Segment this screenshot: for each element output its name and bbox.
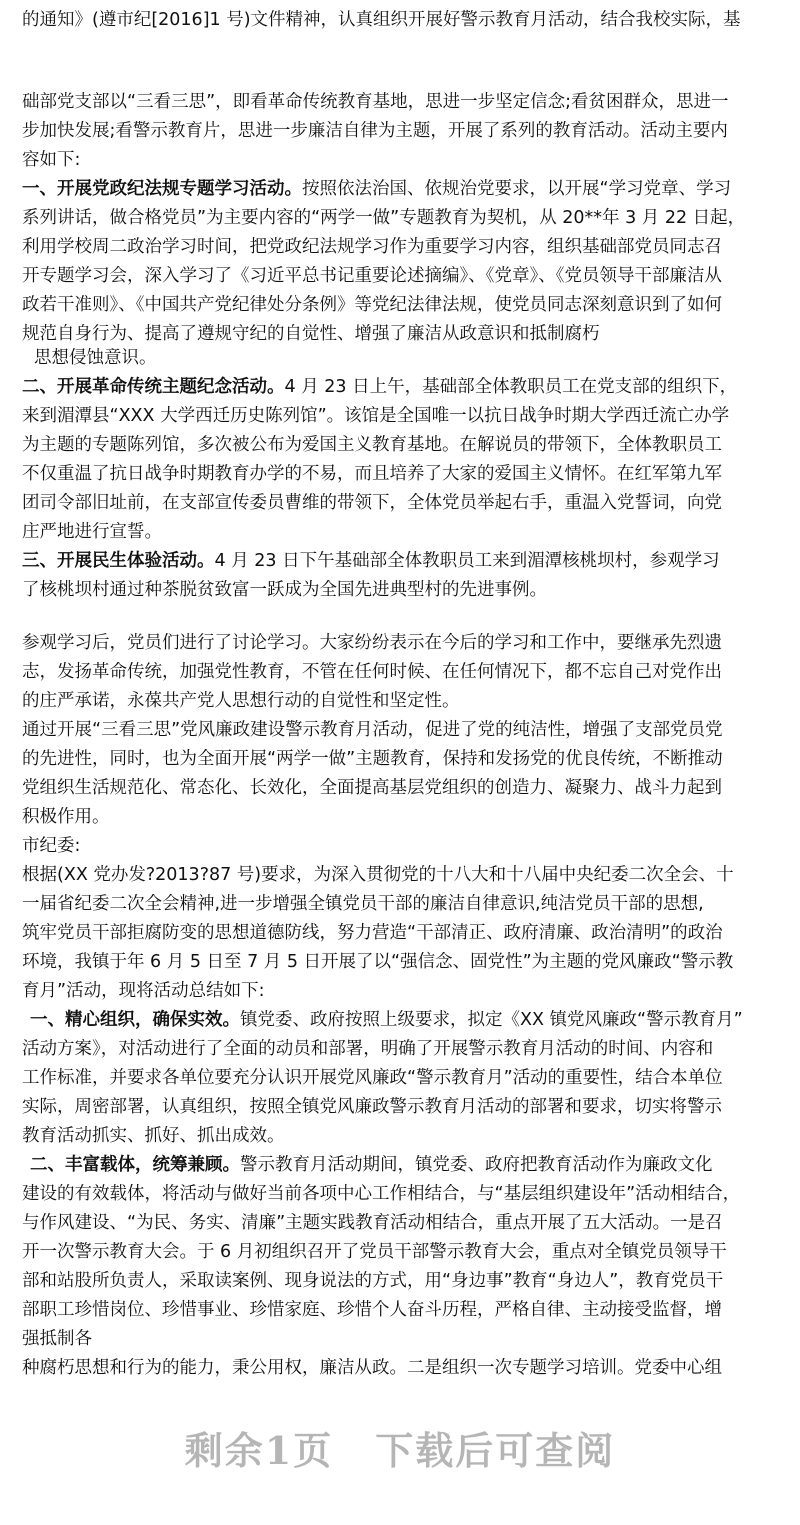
text-line: 党组织生活规范化、常态化、长效化，全面提高基层党组织的创造力、凝聚力、战斗力起到 — [22, 778, 722, 798]
text-span: 4 月 23 日下午基础部全体教职员工来到湄潭核桃坝村，参观学习 — [214, 551, 720, 571]
text-line: 与作风建设、“为民、务实、清廉”主题实践教育活动相结合，重点开展了五大活动。一是召 — [22, 1213, 723, 1233]
text-line: 的通知》(遵市纪[2016]1 号)文件精神，认真组织开展好警示教育月活动，结合我校实际，基 — [22, 10, 741, 30]
text-line: 步加快发展;看警示教育片，思进一步廉洁自律为主题，开展了系列的教育活动。活动主要内 — [22, 121, 728, 141]
text-line: 政若干准则》、《中国共产党纪律处分条例》等党纪法律法规，使党员同志深刻意识到了如何 — [22, 295, 722, 315]
section-heading-line — [22, 375, 792, 399]
section-heading: 一、开展党政纪法规专题学习活动。 — [22, 179, 302, 199]
text-line: 利用学校周二政治学习时间，把党政纪法规学习作为重要学习内容，组织基础部党员同志召 — [22, 237, 722, 257]
text-line: 教育活动抓实、抓好、抓出成效。 — [22, 1126, 285, 1146]
text-line: 不仅重温了抗日战争时期教育办学的不易，而且培养了大家的爱国主义情怀。在红军第九军 — [22, 464, 722, 484]
section-heading-line — [22, 177, 792, 201]
text-line: 的先进性，同时，也为全面开展“两学一做”主题教育，保持和发扬党的优良传统，不断推动 — [22, 749, 723, 769]
text-span: 按照依法治国、依规治党要求，以开展“学习党章、学习 — [302, 179, 732, 199]
text-line: 一届省纪委二次全会精神,进一步增强全镇党员干部的廉洁自律意识,纯洁党员干部的思想, — [22, 894, 704, 914]
text-line: 规范自身行为、提高了遵规守纪的自觉性、增强了廉洁从政意识和抵制腐朽 — [22, 324, 600, 344]
section-heading: 二、丰富载体，统筹兼顾。 — [30, 1155, 240, 1175]
text-line: 了核桃坝村通过种茶脱贫致富一跃成为全国先进典型村的先进事例。 — [22, 580, 547, 600]
text-line: 庄严地进行宣誓。 — [22, 522, 162, 542]
text-line: 开专题学习会，深入学习了《习近平总书记重要论述摘编》、《党章》、《党员领导干部廉洁从 — [22, 266, 722, 286]
text-line: 来到湄潭县“XXX 大学西迁历史陈列馆”。该馆是全国唯一以抗日战争时期大学西迁流亡办学 — [22, 406, 730, 426]
text-line: 通过开展“三看三思”党风廉政建设警示教育月活动，促进了党的纯洁性，增强了支部党员党 — [22, 720, 723, 740]
text-line: 团司令部旧址前，在支部宣传委员曹维的带领下，全体党员举起右手，重温入党誓词，向党 — [22, 493, 722, 513]
text-line: 容如下: — [22, 150, 81, 170]
text-line: 种腐朽思想和行为的能力，秉公用权，廉洁从政。二是组织一次专题学习培训。党委中心组 — [22, 1358, 722, 1378]
section-heading: 三、开展民生体验活动。 — [22, 551, 215, 571]
download-to-view-label[interactable]: 下载后可查阅 — [375, 1428, 616, 1473]
text-line: 部和站股所负责人，采取读案例、现身说法的方式，用“身边事”教育“身边人”，教育党员干 — [22, 1271, 724, 1291]
section-heading-line — [30, 1008, 800, 1032]
text-line: 市纪委: — [22, 836, 81, 856]
text-line: 环境，我镇于年 6 月 5 日至 7 月 5 日开展了以“强信念、固党性”为主题的党风廉政“警示教 — [22, 952, 734, 972]
text-line: 强抵制各 — [22, 1329, 92, 1349]
section-heading: 一、精心组织，确保实效。 — [30, 1010, 240, 1030]
remaining-pages-label: 剩余1页 — [184, 1428, 334, 1473]
download-footer[interactable] — [0, 1420, 800, 1475]
section-heading-line — [22, 549, 792, 573]
text-line: 活动方案》，对活动进行了全面的动员和部署，明确了开展警示教育月活动的时间、内容和 — [22, 1039, 714, 1059]
text-line: 工作标准，并要求各单位要充分认识开展党风廉政“警示教育月”活动的重要性，结合本单位 — [22, 1068, 723, 1088]
text-line: 实际，周密部署，认真组织，按照全镇党风廉政警示教育月活动的部署和要求，切实将警示 — [22, 1097, 722, 1117]
text-line: 开一次警示教育大会。于 6 月初组织召开了党员干部警示教育大会，重点对全镇党员领导干 — [22, 1242, 727, 1262]
text-line: 础部党支部以“三看三思”，即看革命传统教育基地，思进一步坚定信念;看贫困群众，思进一 — [22, 92, 729, 112]
text-line: 志，发扬革命传统，加强党性教育，不管在任何时候、在任何情况下，都不忘自己对党作出 — [22, 662, 722, 682]
text-line: 育月”活动，现将活动总结如下: — [22, 981, 265, 1001]
section-heading-line — [30, 1153, 800, 1177]
text-span: 4 月 23 日上午，基础部全体教职员工在党支部的组织下， — [284, 377, 738, 397]
text-line: 筑牢党员干部拒腐防变的思想道德防线，努力营造“干部清正、政府清廉、政治清明”的政治 — [22, 923, 723, 943]
text-line: 参观学习后，党员们进行了讨论学习。大家纷纷表示在今后的学习和工作中，要继承先烈遗 — [22, 633, 722, 653]
section-heading: 二、开展革命传统主题纪念活动。 — [22, 377, 285, 397]
text-line: 为主题的专题陈列馆，多次被公布为爱国主义教育基地。在解说员的带领下，全体教职员工 — [22, 435, 722, 455]
text-line: 思想侵蚀意识。 — [34, 348, 157, 368]
text-line: 的庄严承诺，永葆共产党人思想行动的自觉性和坚定性。 — [22, 691, 460, 711]
text-line: 部职工珍惜岗位、珍惜事业、珍惜家庭、珍惜个人奋斗历程，严格自律、主动接受监督，增 — [22, 1300, 722, 1320]
text-line: 积极作用。 — [22, 807, 110, 827]
text-span: 镇党委、政府按照上级要求，拟定《XX 镇党风廉政“警示教育月” — [240, 1010, 743, 1030]
text-line: 建设的有效载体，将活动与做好当前各项中心工作相结合，与“基层组织建设年”活动相结合， — [22, 1184, 741, 1204]
text-line: 系列讲话，做合格党员”为主要内容的“两学一做”专题教育为契机，从 20**年 3 月 22 日起， — [22, 208, 746, 228]
text-span: 警示教育月活动期间，镇党委、政府把教育活动作为廉政文化 — [240, 1155, 713, 1175]
text-line: 根据(XX 党办发?2013?87 号)要求，为深入贯彻党的十八大和十八届中央纪委二次全会、十 — [22, 865, 734, 885]
